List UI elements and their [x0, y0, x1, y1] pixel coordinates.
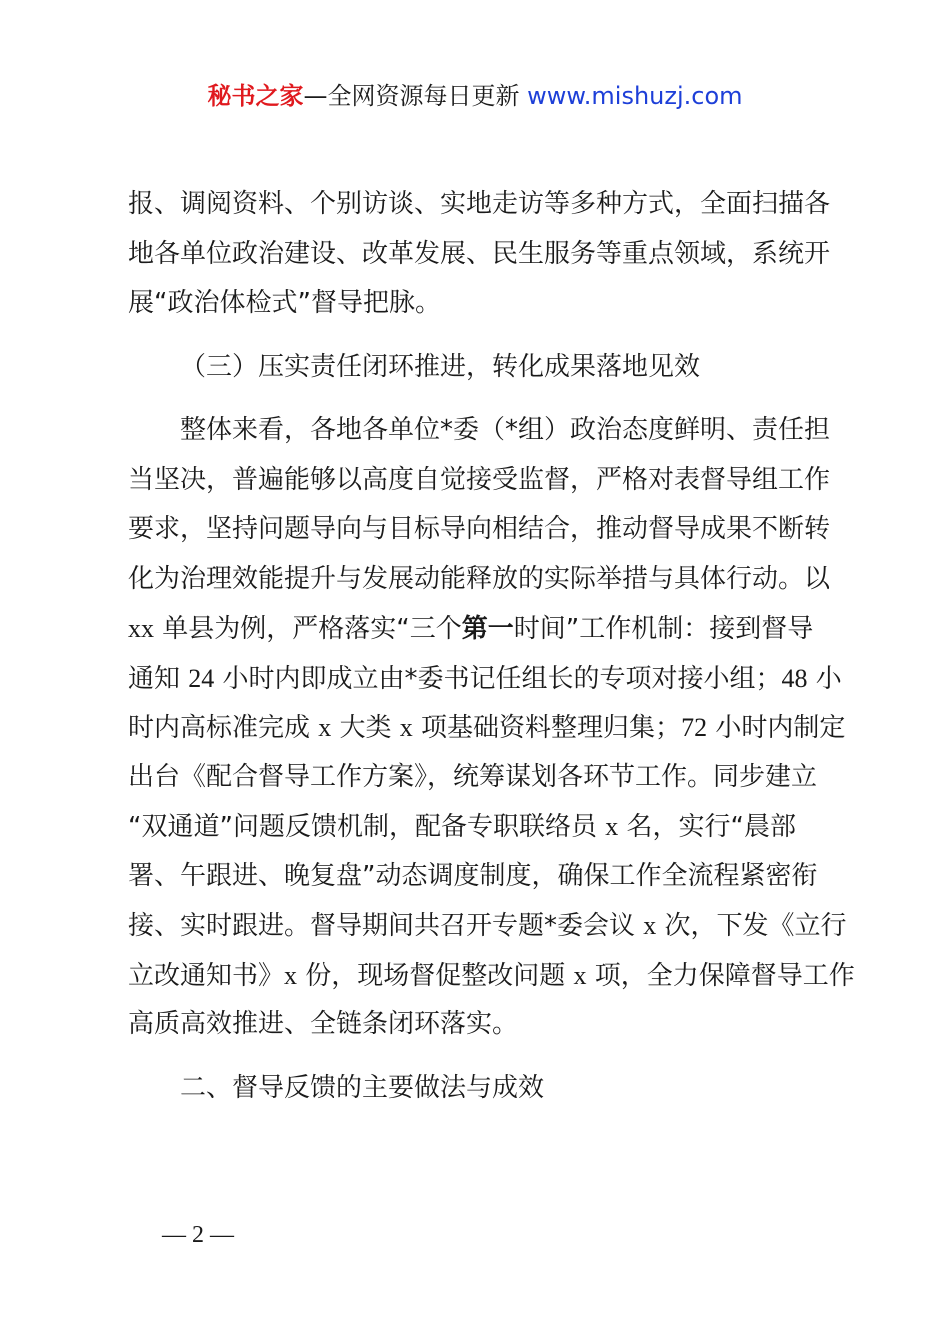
paragraph-line: 展“政治体检式”督导把脉。 — [128, 288, 441, 318]
section-heading-2: 二、督导反馈的主要做法与成效 — [180, 1072, 545, 1103]
text-run: 项基础资料整理归集； — [412, 713, 682, 743]
brand-name: 秘书之家 — [207, 82, 304, 110]
text-run: x — [318, 713, 332, 742]
text-run: 24 — [188, 663, 215, 693]
site-url-link[interactable]: www.mishuzj.com — [527, 82, 743, 110]
text-run: x — [643, 911, 657, 940]
bold-text-run: 第一 — [461, 614, 514, 644]
text-run: 小 — [807, 663, 842, 694]
paragraph-line: 地各单位政治建设、改革发展、民生服务等重点领域，系统开 — [128, 238, 831, 269]
paragraph-line: 报、调阅资料、个别访谈、实地走访等多种方式，全面扫描各 — [128, 189, 831, 219]
section-heading-3: （三）压实责任闭环推进，转化成果落地见效 — [180, 351, 701, 382]
text-run: 立改通知书》 — [128, 960, 285, 991]
paragraph-line — [128, 703, 846, 753]
page-number: — 2 — — [162, 1222, 234, 1248]
text-run: 72 — [681, 713, 708, 742]
text-run: 份，现场督促整改问题 — [297, 960, 574, 991]
text-run: 单县为例，严格落实“三个 — [154, 614, 462, 644]
document-body — [128, 180, 855, 1113]
paragraph-line: 化为治理效能提升与发展动能释放的实际举措与具体行动。以 — [128, 563, 831, 594]
text-run: “双通道”问题反馈机制，配备专职联络员 — [128, 812, 606, 842]
paragraph-line — [128, 654, 842, 704]
text-run: 名，实行“晨部 — [618, 812, 796, 842]
text-run: 48 — [781, 663, 808, 693]
paragraph-line: 当坚决，普遍能够以高度自觉接受监督，严格对表督导组工作 — [128, 464, 831, 495]
text-run: x — [605, 812, 619, 841]
text-run: 时间”工作机制：接到督导 — [513, 614, 814, 644]
header-tagline: —全网资源每日更新 — [303, 82, 520, 110]
text-run: xx — [128, 614, 154, 643]
text-run: 小时内制定 — [707, 713, 846, 743]
paragraph-line: 署、午跟进、晚复盘”动态调度制度，确保工作全流程紧密衔 — [128, 860, 818, 891]
paragraph-line: 要求，坚持问题导向与目标导向相结合，推动督导成果不断转 — [128, 514, 831, 544]
paragraph-line: 整体来看，各地各单位*委（*组）政治态度鲜明、责任担 — [180, 415, 831, 445]
text-run: x — [284, 960, 298, 990]
site-header — [0, 76, 950, 116]
paragraph-line: 高质高效推进、全链条闭环落实。 — [128, 1009, 519, 1039]
paragraph-line — [128, 604, 832, 654]
text-run: 项，全力保障督导工作 — [586, 960, 855, 991]
text-run: 通知 — [128, 663, 189, 694]
text-run: 大类 — [331, 713, 400, 743]
text-run: x — [399, 713, 413, 742]
paragraph-line — [128, 901, 847, 951]
text-run: 接、实时跟进。督导期间共召开专题*委会议 — [128, 911, 644, 941]
text-run: 时内高标准完成 — [128, 713, 319, 743]
text-run: 小时内即成立由*委书记任组长的专项对接小组； — [214, 663, 782, 694]
text-run: x — [573, 960, 587, 990]
paragraph-line — [128, 802, 832, 852]
paragraph-line: 出台《配合督导工作方案》，统筹谋划各环节工作。同步建立 — [128, 761, 818, 792]
text-run: 次，下发《立行 — [656, 911, 847, 941]
paragraph-line — [128, 951, 855, 1001]
